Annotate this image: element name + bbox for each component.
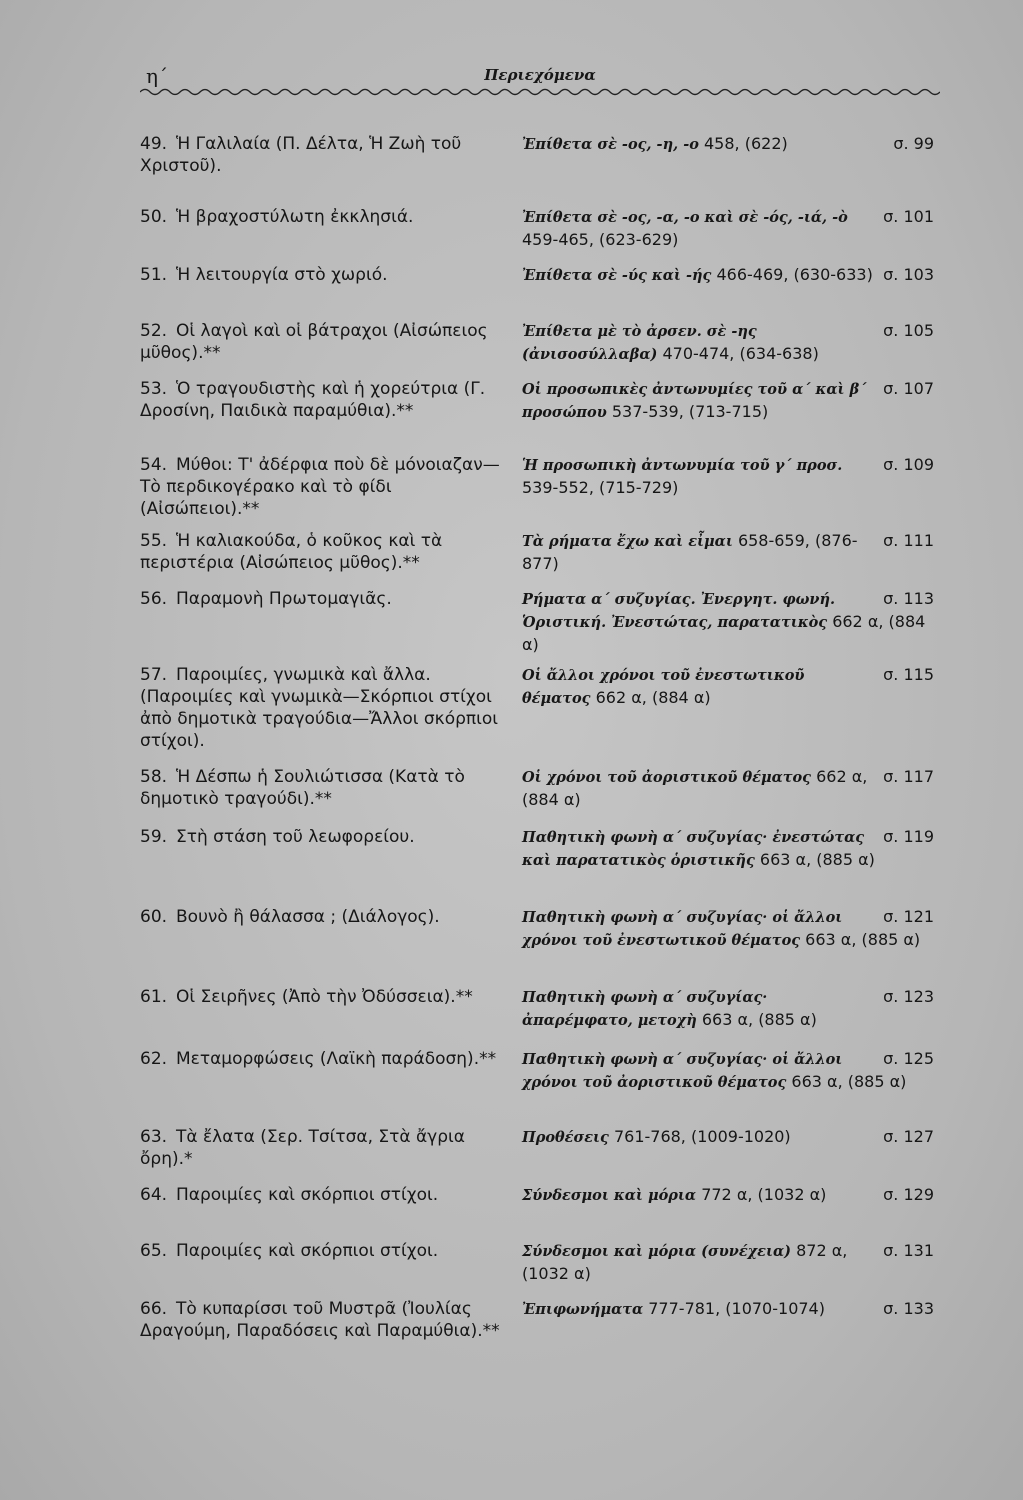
grammar-topic: σ. 133 Ἐπιφωνήματα 777-781, (1070-1074) — [522, 1299, 934, 1318]
grammar-topic: σ. 101 Ἐπίθετα σὲ -ος, -α, -ο καὶ σὲ -ός, -ιά, -ὸ 459-465, (623-629) — [522, 207, 934, 249]
lesson-title: 65. Παροιμίες καὶ σκόρπιοι στίχοι. — [140, 1241, 439, 1261]
lesson-title: 53. Ὁ τραγουδιστὴς καὶ ἡ χορεύτρια (Γ. Δροσίνη, Παιδικὰ παραμύθια).** — [140, 379, 486, 421]
grammar-topic: σ. 119 Παθητικὴ φωνὴ α΄ συζυγίας· ἐνεστώτας καὶ παρατατικὸς ὁριστικῆς 663 α, (885 α) — [522, 827, 934, 869]
grammar-topic: σ. 123 Παθητικὴ φωνὴ α΄ συζυγίας· ἀπαρέμφατο, μετοχὴ 663 α, (885 α) — [522, 987, 934, 1029]
grammar-topic: σ. 99 Ἐπίθετα σὲ -ος, -η, -ο 458, (622) — [522, 134, 934, 153]
grammar-topic: σ. 105 Ἐπίθετα μὲ τὸ ἀρσεν. σὲ -ης (ἀνισοσύλλαβα) 470-474, (634-638) — [522, 321, 934, 363]
grammar-topic: σ. 125 Παθητικὴ φωνὴ α΄ συζυγίας· οἱ ἄλλοι χρόνοι τοῦ ἀοριστικοῦ θέματος 663 α, (885 α) — [522, 1049, 934, 1091]
grammar-topic: σ. 131 Σύνδεσμοι καὶ μόρια (συνέχεια) 872 α, (1032 α) — [522, 1241, 934, 1283]
grammar-topic: σ. 129 Σύνδεσμοι καὶ μόρια 772 α, (1032 α) — [522, 1185, 934, 1204]
grammar-topic: σ. 113 Ρήματα α΄ συζυγίας. Ἐνεργητ. φωνή. Ὁριστική. Ἐνεστώτας, παρατατικὸς 662 α, (884 α) — [522, 589, 934, 654]
lesson-title: 66. Τὸ κυπαρίσσι τοῦ Μυστρᾶ (Ἰουλίας Δραγούμη, Παραδόσεις καὶ Παραμύθια).** — [140, 1299, 500, 1341]
grammar-topic: σ. 103 Ἐπίθετα σὲ -ύς καὶ -ής 466-469, (630-633) — [522, 265, 934, 284]
running-title: Περιεχόμενα — [484, 66, 596, 84]
grammar-topic: σ. 117 Οἱ χρόνοι τοῦ ἀοριστικοῦ θέματος 662 α, (884 α) — [522, 767, 934, 809]
grammar-topic: σ. 115 Οἱ ἄλλοι χρόνοι τοῦ ἐνεστωτικοῦ θέματος 662 α, (884 α) — [522, 665, 934, 707]
lesson-title: 59. Στὴ στάση τοῦ λεωφορείου. — [140, 827, 415, 847]
grammar-topic: σ. 127 Προθέσεις 761-768, (1009-1020) — [522, 1127, 934, 1146]
wavy-rule — [140, 86, 940, 98]
grammar-topic: σ. 121 Παθητικὴ φωνὴ α΄ συζυγίας· οἱ ἄλλοι χρόνοι τοῦ ἐνεστωτικοῦ θέματος 663 α, (885 α) — [522, 907, 934, 949]
lesson-title: 50. Ἡ βραχοστύλωτη ἐκκλησιά. — [140, 207, 414, 227]
lesson-title: 57. Παροιμίες, γνωμικὰ καὶ ἄλλα. (Παροιμίες καὶ γνωμικὰ—Σκόρπιοι στίχοι ἀπὸ δημοτικὰ τραγούδια—Ἄλλοι σκόρπιοι στίχοι). — [140, 665, 499, 751]
grammar-topic: σ. 111 Τὰ ρήματα ἔχω καὶ εἶμαι 658-659, (876-877) — [522, 531, 934, 573]
lesson-title: 63. Τὰ ἔλατα (Σερ. Τσίτσα, Στὰ ἄγρια ὄρη).* — [140, 1127, 465, 1169]
lesson-title: 62. Μεταμορφώσεις (Λαϊκὴ παράδοση).** — [140, 1049, 497, 1069]
lesson-title: 51. Ἡ λειτουργία στὸ χωριό. — [140, 265, 388, 285]
grammar-topic: σ. 107 Οἱ προσωπικὲς ἀντωνυμίες τοῦ α΄ καὶ β΄ προσώπου 537-539, (713-715) — [522, 379, 934, 421]
lesson-title: 64. Παροιμίες καὶ σκόρπιοι στίχοι. — [140, 1185, 439, 1205]
lesson-title: 52. Οἱ λαγοὶ καὶ οἱ βάτραχοι (Αἰσώπειος μῦθος).** — [140, 321, 488, 363]
lesson-title: 58. Ἡ Δέσπω ἡ Σουλιώτισσα (Κατὰ τὸ δημοτικὸ τραγούδι).** — [140, 767, 465, 809]
page-header — [140, 60, 940, 100]
lesson-title: 55. Ἡ καλιακούδα, ὁ κοῦκος καὶ τὰ περιστέρια (Αἰσώπειος μῦθος).** — [140, 531, 443, 573]
lesson-title: 60. Βουνὸ ἢ θάλασσα ; (Διάλογος). — [140, 907, 440, 927]
lesson-title: 54. Μύθοι: Τ' ἀδέρφια ποὺ δὲ μόνοιαζαν—Τὸ περδικογέρακο καὶ τὸ φίδι (Αἰσώπειοι).** — [140, 455, 500, 519]
page-number: η΄ — [146, 64, 168, 88]
lesson-title: 61. Οἱ Σειρῆνες (Ἀπὸ τὴν Ὀδύσσεια).** — [140, 987, 473, 1007]
lesson-title: 56. Παραμονὴ Πρωτομαγιᾶς. — [140, 589, 392, 609]
lesson-title: 49. Ἡ Γαλιλαία (Π. Δέλτα, Ἡ Ζωὴ τοῦ Χριστοῦ). — [140, 134, 462, 176]
grammar-topic: σ. 109 Ἡ προσωπικὴ ἀντωνυμία τοῦ γ΄ προσ. 539-552, (715-729) — [522, 455, 934, 497]
